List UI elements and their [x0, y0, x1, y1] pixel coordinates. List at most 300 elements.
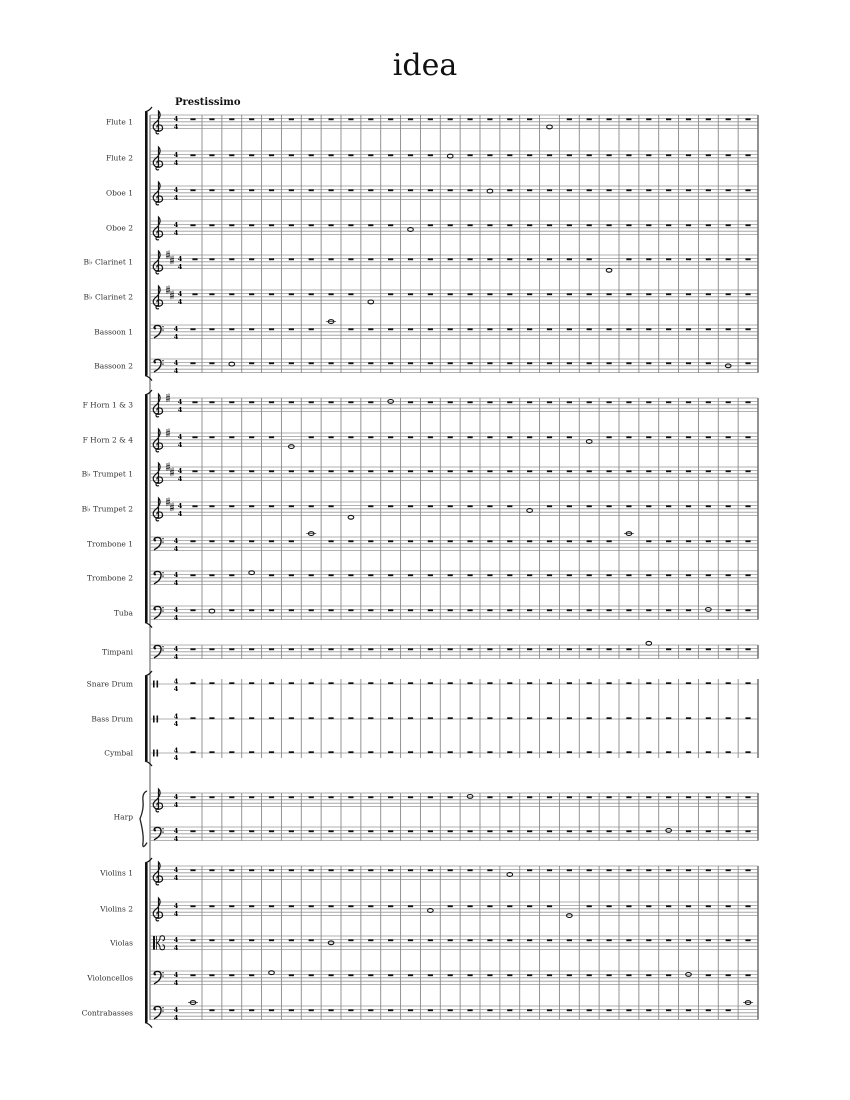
whole-rest — [567, 328, 572, 330]
whole-rest — [348, 154, 353, 156]
whole-rest — [626, 436, 631, 438]
bass-clef-icon — [162, 1007, 163, 1008]
whole-rest — [467, 751, 472, 753]
whole-rest — [706, 830, 711, 832]
staff-violas — [109, 936, 758, 952]
whole-rest — [348, 869, 353, 871]
whole-rest — [626, 574, 631, 576]
whole-rest — [666, 224, 671, 226]
whole-rest — [388, 540, 393, 542]
bass-clef-icon — [154, 1008, 156, 1010]
whole-rest — [428, 362, 433, 364]
time-signature-numerator: 4 — [173, 712, 179, 721]
whole-rest — [487, 869, 492, 871]
whole-rest — [408, 648, 413, 650]
whole-rest — [328, 796, 333, 798]
time-signature-numerator: 4 — [173, 793, 179, 802]
whole-rest — [289, 609, 294, 611]
whole-rest — [487, 974, 492, 976]
whole-rest — [229, 574, 234, 576]
whole-rest — [448, 540, 453, 542]
whole-rest — [507, 436, 512, 438]
whole-rest — [249, 869, 254, 871]
whole-rest — [706, 362, 711, 364]
whole-rest — [547, 258, 552, 260]
whole-rest — [309, 258, 314, 260]
whole-rest — [745, 436, 750, 438]
time-signature-numerator: 4 — [173, 936, 179, 945]
whole-rest — [626, 905, 631, 907]
treble-clef-icon — [153, 862, 162, 885]
whole-rest — [567, 224, 572, 226]
whole-rest — [328, 505, 333, 507]
whole-rest — [408, 830, 413, 832]
whole-rest — [547, 505, 552, 507]
treble-clef-icon — [157, 512, 158, 513]
whole-rest — [348, 830, 353, 832]
whole-rest — [686, 505, 691, 507]
whole-rest — [487, 436, 492, 438]
whole-rest — [547, 939, 552, 941]
whole-rest — [547, 1009, 552, 1011]
whole-rest — [408, 939, 413, 941]
whole-rest — [527, 189, 532, 191]
whole-rest — [666, 717, 671, 719]
whole-rest — [587, 974, 592, 976]
whole-rest — [190, 574, 195, 576]
whole-rest — [192, 401, 197, 403]
bass-clef-icon — [162, 1010, 163, 1011]
staff-label: Oboe 1 — [105, 188, 133, 198]
bass-clef-icon — [162, 575, 163, 576]
staff-label: B♭ Trumpet 2 — [81, 504, 133, 514]
whole-rest — [487, 470, 492, 472]
whole-rest — [467, 293, 472, 295]
whole-rest — [408, 401, 413, 403]
whole-rest — [507, 540, 512, 542]
whole-rest — [606, 751, 611, 753]
whole-rest — [467, 328, 472, 330]
whole-rest — [606, 436, 611, 438]
whole-rest — [527, 293, 532, 295]
whole-rest — [487, 751, 492, 753]
whole-rest — [567, 830, 572, 832]
staff-label: Trombone 1 — [87, 539, 133, 549]
whole-rest — [567, 258, 572, 260]
whole-rest — [527, 154, 532, 156]
whole-rest — [448, 796, 453, 798]
whole-rest — [328, 974, 333, 976]
whole-rest — [587, 869, 592, 871]
whole-rest — [567, 717, 572, 719]
whole-rest — [269, 751, 274, 753]
whole-rest — [289, 362, 294, 364]
whole-rest — [368, 869, 373, 871]
whole-rest — [487, 293, 492, 295]
whole-rest — [289, 905, 294, 907]
whole-rest — [328, 574, 333, 576]
whole-rest — [309, 796, 314, 798]
whole-rest — [448, 436, 453, 438]
bass-clef-icon — [162, 363, 163, 364]
whole-rest — [487, 574, 492, 576]
whole-rest — [249, 505, 254, 507]
whole-rest — [190, 974, 195, 976]
treble-clef-icon — [153, 111, 162, 134]
whole-rest — [626, 717, 631, 719]
whole-rest — [547, 574, 552, 576]
whole-rest — [249, 189, 254, 191]
whole-rest — [229, 905, 234, 907]
whole-rest — [567, 401, 572, 403]
whole-rest — [428, 189, 433, 191]
whole-rest — [666, 362, 671, 364]
treble-clef-icon — [157, 196, 158, 197]
whole-rest — [408, 796, 413, 798]
time-signature-denominator: 4 — [173, 944, 179, 952]
whole-rest — [726, 224, 731, 226]
whole-rest — [666, 505, 671, 507]
whole-rest — [567, 362, 572, 364]
whole-rest — [448, 224, 453, 226]
whole-rest — [328, 1009, 333, 1011]
whole-rest — [547, 648, 552, 650]
whole-rest — [190, 540, 195, 542]
whole-rest — [448, 118, 453, 120]
whole-rest — [626, 869, 631, 871]
whole-rest — [428, 648, 433, 650]
whole-rest — [507, 682, 512, 684]
whole-rest — [348, 401, 353, 403]
whole-rest — [328, 540, 333, 542]
whole-rest — [547, 609, 552, 611]
whole-rest — [388, 574, 393, 576]
time-signature-denominator: 4 — [177, 510, 183, 518]
whole-rest — [428, 258, 433, 260]
whole-rest — [527, 118, 532, 120]
whole-rest — [527, 717, 532, 719]
whole-rest — [368, 436, 373, 438]
whole-rest — [229, 154, 234, 156]
whole-rest — [448, 682, 453, 684]
whole-rest — [646, 470, 651, 472]
whole-rest — [348, 751, 353, 753]
whole-rest — [348, 574, 353, 576]
whole-rest — [269, 505, 274, 507]
percussion-clef-icon — [153, 681, 155, 688]
treble-clef-icon — [153, 429, 162, 452]
whole-rest — [547, 401, 552, 403]
whole-rest — [686, 401, 691, 403]
whole-rest — [547, 154, 552, 156]
tempo-marking: Prestissimo — [175, 97, 241, 108]
whole-rest — [726, 796, 731, 798]
whole-rest — [249, 609, 254, 611]
whole-rest — [269, 609, 274, 611]
whole-rest — [487, 796, 492, 798]
whole-rest — [269, 258, 274, 260]
whole-rest — [726, 939, 731, 941]
whole-rest — [249, 751, 254, 753]
whole-rest — [368, 830, 373, 832]
whole-rest — [368, 401, 373, 403]
whole-rest — [309, 682, 314, 684]
whole-rest — [527, 905, 532, 907]
whole-rest — [706, 796, 711, 798]
whole-rest — [408, 505, 413, 507]
whole-rest — [249, 648, 254, 650]
whole-rest — [249, 470, 254, 472]
whole-rest — [229, 648, 234, 650]
whole-rest — [507, 574, 512, 576]
whole-rest — [428, 118, 433, 120]
treble-clef-icon — [153, 498, 162, 521]
whole-rest — [249, 974, 254, 976]
whole-rest — [428, 293, 433, 295]
whole-rest — [567, 540, 572, 542]
whole-rest — [547, 682, 552, 684]
whole-rest — [328, 293, 333, 295]
time-signature-numerator: 4 — [173, 151, 179, 160]
whole-rest — [587, 401, 592, 403]
whole-rest — [229, 682, 234, 684]
whole-rest — [428, 1009, 433, 1011]
whole-rest — [289, 154, 294, 156]
whole-rest — [527, 682, 532, 684]
whole-rest — [606, 224, 611, 226]
whole-rest — [229, 751, 234, 753]
whole-rest — [706, 751, 711, 753]
whole-rest — [567, 436, 572, 438]
whole-rest — [190, 189, 195, 191]
whole-rest — [686, 830, 691, 832]
whole-rest — [467, 189, 472, 191]
whole-rest — [328, 224, 333, 226]
whole-rest — [646, 1009, 651, 1011]
whole-rest — [309, 974, 314, 976]
whole-rest — [309, 751, 314, 753]
whole-rest — [209, 154, 214, 156]
whole-rest — [448, 362, 453, 364]
whole-rest — [467, 1009, 472, 1011]
alto-clef-icon — [153, 936, 155, 950]
whole-rest — [229, 540, 234, 542]
staff-harp-upper — [114, 789, 758, 821]
whole-rest — [745, 905, 750, 907]
whole-rest — [587, 118, 592, 120]
staff-harp-lower — [150, 827, 758, 843]
whole-rest — [190, 717, 195, 719]
staff-label: Violas — [110, 938, 133, 948]
time-signature-numerator: 4 — [177, 502, 183, 511]
whole-rest — [547, 436, 552, 438]
whole-rest — [209, 293, 214, 295]
whole-rest — [726, 293, 731, 295]
whole-rest — [686, 905, 691, 907]
whole-rest — [388, 717, 393, 719]
whole-rest — [686, 189, 691, 191]
staff-label: F Horn 2 & 4 — [82, 435, 133, 445]
staff-label: Snare Drum — [86, 679, 133, 689]
whole-rest — [527, 974, 532, 976]
whole-rest — [547, 540, 552, 542]
whole-rest — [209, 540, 214, 542]
bass-clef-icon — [154, 829, 156, 831]
whole-rest — [388, 751, 393, 753]
whole-rest — [428, 974, 433, 976]
whole-rest — [706, 682, 711, 684]
whole-rest — [547, 869, 552, 871]
whole-rest — [606, 869, 611, 871]
whole-rest — [646, 869, 651, 871]
whole-rest — [328, 830, 333, 832]
whole-rest — [192, 505, 197, 507]
whole-rest — [348, 118, 353, 120]
whole-rest — [289, 401, 294, 403]
treble-clef-icon — [157, 443, 158, 444]
whole-rest — [408, 751, 413, 753]
whole-rest — [507, 751, 512, 753]
whole-rest — [289, 118, 294, 120]
whole-rest — [567, 118, 572, 120]
whole-rest — [487, 505, 492, 507]
time-signature-numerator: 4 — [173, 115, 179, 124]
whole-rest — [507, 189, 512, 191]
whole-rest — [408, 154, 413, 156]
whole-rest — [388, 224, 393, 226]
whole-rest — [547, 224, 552, 226]
whole-rest — [348, 609, 353, 611]
whole-rest — [745, 293, 750, 295]
whole-rest — [507, 328, 512, 330]
whole-rest — [249, 328, 254, 330]
whole-rest — [626, 224, 631, 226]
whole-rest — [686, 258, 691, 260]
treble-clef-icon — [157, 803, 158, 804]
staff-label: Timpani — [101, 647, 133, 657]
whole-rest — [606, 574, 611, 576]
whole-rest — [249, 682, 254, 684]
bass-clef-icon — [162, 646, 163, 647]
whole-rest — [368, 118, 373, 120]
percussion-clef-icon — [157, 750, 159, 757]
whole-rest — [507, 362, 512, 364]
whole-rest — [726, 189, 731, 191]
whole-rest — [745, 717, 750, 719]
whole-rest — [706, 154, 711, 156]
time-signature-denominator: 4 — [173, 801, 179, 809]
whole-rest — [388, 118, 393, 120]
whole-rest — [408, 293, 413, 295]
whole-rest — [606, 830, 611, 832]
whole-rest — [209, 869, 214, 871]
staff-flute-2 — [106, 147, 758, 170]
whole-rest — [646, 717, 651, 719]
whole-rest — [706, 258, 711, 260]
whole-rest — [209, 258, 214, 260]
whole-rest — [686, 293, 691, 295]
staff-bass-drum — [91, 712, 758, 728]
whole-rest — [745, 939, 750, 941]
whole-rest — [745, 470, 750, 472]
whole-rest — [646, 293, 651, 295]
whole-rest — [507, 118, 512, 120]
whole-rest — [428, 939, 433, 941]
whole-rest — [209, 505, 214, 507]
whole-rest — [309, 869, 314, 871]
whole-rest — [408, 1009, 413, 1011]
staff-label: Flute 1 — [105, 117, 133, 127]
whole-rest — [328, 682, 333, 684]
whole-rest — [428, 154, 433, 156]
whole-rest — [706, 974, 711, 976]
staff-oboe-2 — [106, 217, 758, 240]
whole-rest — [646, 796, 651, 798]
whole-rest — [587, 796, 592, 798]
whole-rest — [249, 401, 254, 403]
whole-rest — [289, 939, 294, 941]
whole-rest — [209, 830, 214, 832]
whole-rest — [388, 905, 393, 907]
whole-rest — [309, 401, 314, 403]
whole-rest — [269, 224, 274, 226]
whole-rest — [428, 869, 433, 871]
group-bracket — [145, 676, 148, 761]
whole-rest — [269, 648, 274, 650]
whole-rest — [487, 328, 492, 330]
whole-rest — [328, 869, 333, 871]
whole-rest — [328, 609, 333, 611]
whole-rest — [467, 939, 472, 941]
whole-rest — [328, 905, 333, 907]
time-signature-denominator: 4 — [173, 229, 179, 237]
time-signature-denominator: 4 — [173, 835, 179, 843]
time-signature-denominator: 4 — [173, 979, 179, 987]
whole-rest — [467, 574, 472, 576]
whole-rest — [666, 648, 671, 650]
bass-clef-icon — [154, 647, 156, 649]
bracket-hook — [145, 623, 152, 628]
whole-rest — [209, 1009, 214, 1011]
whole-rest — [527, 869, 532, 871]
whole-rest — [587, 830, 592, 832]
staff-label: B♭ Clarinet 2 — [83, 292, 133, 302]
whole-rest — [507, 470, 512, 472]
whole-rest — [487, 401, 492, 403]
whole-rest — [467, 717, 472, 719]
whole-rest — [527, 830, 532, 832]
whole-rest — [666, 574, 671, 576]
whole-rest — [289, 869, 294, 871]
whole-rest — [388, 869, 393, 871]
time-signature-denominator: 4 — [173, 545, 179, 553]
whole-rest — [745, 258, 750, 260]
time-signature-denominator: 4 — [177, 475, 183, 483]
time-signature-numerator: 4 — [173, 677, 179, 686]
whole-rest — [626, 830, 631, 832]
whole-rest — [666, 401, 671, 403]
whole-rest — [487, 118, 492, 120]
whole-rest — [190, 796, 195, 798]
whole-rest — [527, 751, 532, 753]
whole-rest — [348, 974, 353, 976]
whole-rest — [348, 540, 353, 542]
whole-rest — [626, 470, 631, 472]
whole-rest — [646, 974, 651, 976]
whole-rest — [686, 362, 691, 364]
time-signature-numerator: 4 — [173, 221, 179, 230]
whole-rest — [368, 574, 373, 576]
